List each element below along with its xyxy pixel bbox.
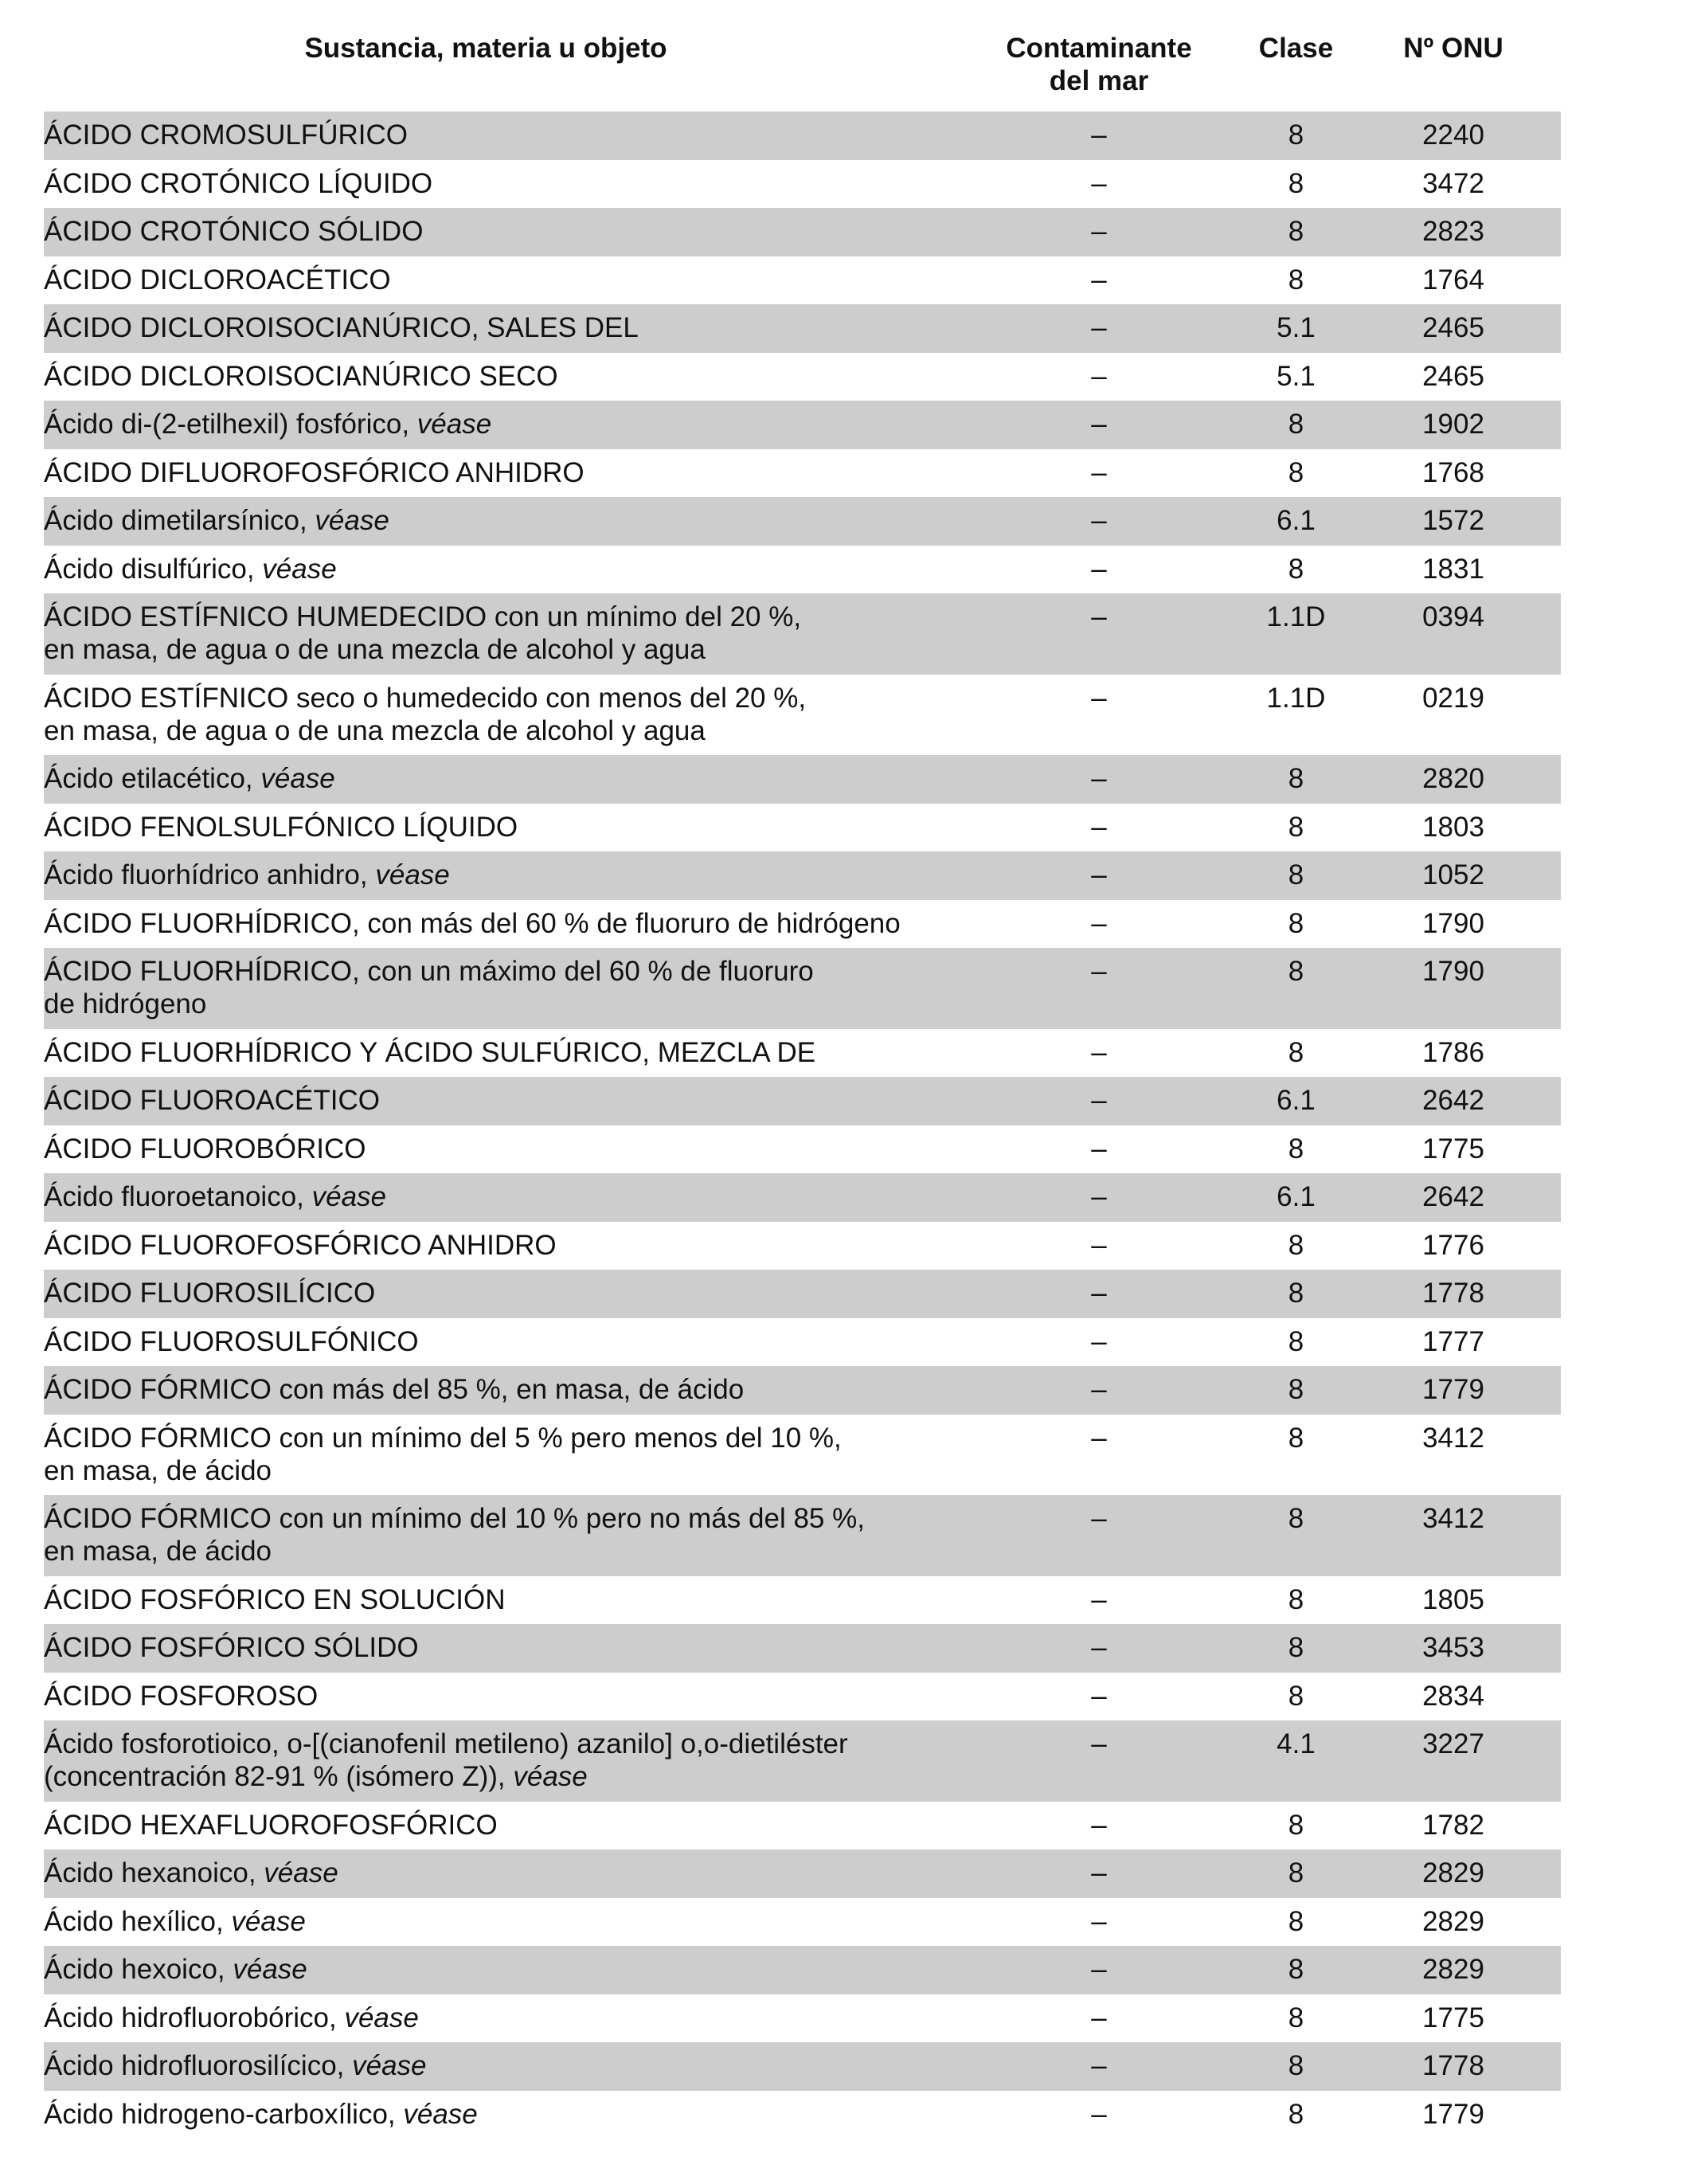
class-cell: 6.1	[1277, 505, 1316, 536]
substance-name	[44, 119, 928, 160]
un-number-cell: 3412	[1422, 1503, 1484, 1534]
substance-name-text: ÁCIDO ESTÍFNICO HUMEDECIDO con un mínimo del 20 %, en masa, de agua o de una mezcla de alcohol y agua	[44, 601, 802, 665]
class-cell: 8	[1288, 2050, 1304, 2081]
un-number-cell: 0219	[1422, 682, 1484, 714]
un-number-cell: 0394	[1422, 601, 1484, 632]
see-reference: véase	[367, 859, 450, 890]
table-row	[44, 1624, 1561, 1673]
marine-pollutant-cell: –	[1091, 360, 1107, 392]
un-number-cell: 1779	[1422, 1374, 1484, 1405]
table-row	[44, 1125, 1561, 1174]
marine-pollutant-cell: –	[1091, 456, 1107, 488]
un-number-cell: 2823	[1422, 216, 1484, 247]
marine-pollutant-cell: –	[1091, 1583, 1107, 1615]
un-number-cell: 2834	[1422, 1680, 1484, 1712]
table-row	[44, 546, 1561, 594]
class-cell: 8	[1288, 1857, 1304, 1888]
marine-pollutant-cell: –	[1091, 1857, 1107, 1888]
see-reference: véase	[344, 2050, 427, 2081]
marine-pollutant-cell: –	[1091, 1809, 1107, 1841]
marine-pollutant-cell: –	[1091, 1181, 1107, 1212]
marine-pollutant-cell: –	[1091, 312, 1107, 343]
header-class: Clase	[1258, 33, 1334, 64]
substance-name-text: Ácido fosforotioico, o-[(cianofenil metileno) azanilo] o,o-dietiléster (concentración 82-91 % (isómero Z)),	[44, 1728, 848, 1792]
class-cell: 8	[1288, 167, 1304, 199]
see-reference: véase	[505, 1761, 588, 1792]
class-cell: 4.1	[1277, 1728, 1316, 1759]
table-header	[44, 32, 1561, 112]
un-number-cell: 2465	[1422, 312, 1484, 343]
class-cell: 8	[1288, 1632, 1304, 1663]
table-body	[44, 112, 1561, 2139]
marine-pollutant-cell: –	[1091, 264, 1107, 296]
un-number-cell: 1779	[1422, 2098, 1484, 2130]
substance-name-text: ÁCIDO FENOLSULFÓNICO LÍQUIDO	[44, 811, 518, 843]
marine-pollutant-cell: –	[1091, 1325, 1107, 1357]
table-row	[44, 2091, 1561, 2139]
substance-name	[44, 1809, 928, 1850]
table-row	[44, 1077, 1561, 1125]
marine-pollutant-cell: –	[1091, 907, 1107, 939]
class-cell: 8	[1288, 1905, 1304, 1937]
substance-name-text: Ácido hexoico,	[44, 1954, 225, 1985]
substance-name	[44, 360, 928, 401]
marine-pollutant-cell: –	[1091, 1422, 1107, 1454]
marine-pollutant-cell: –	[1091, 216, 1107, 247]
substance-name	[44, 167, 928, 209]
substance-name-text: ÁCIDO CROTÓNICO SÓLIDO	[44, 216, 424, 247]
header-marine-pollutant: Contaminante del mar	[1006, 33, 1192, 96]
class-cell: 8	[1288, 1325, 1304, 1357]
class-cell: 8	[1288, 811, 1304, 843]
un-number-cell: 1052	[1422, 859, 1484, 890]
un-number-cell: 1778	[1422, 2050, 1484, 2081]
class-cell: 8	[1288, 1583, 1304, 1615]
substance-name	[44, 1583, 928, 1625]
un-number-cell: 2642	[1422, 1085, 1484, 1116]
class-cell: 1.1D	[1266, 601, 1326, 632]
substance-name	[44, 1905, 928, 1947]
table-row	[44, 1576, 1561, 1625]
substance-name	[44, 1373, 928, 1415]
substance-name-text: Ácido hexanoico,	[44, 1857, 256, 1888]
substance-name-text: ÁCIDO FLUOROACÉTICO	[44, 1085, 380, 1116]
substance-name-text: ÁCIDO FLUOROFOSFÓRICO ANHIDRO	[44, 1229, 557, 1261]
table-row	[44, 449, 1561, 498]
class-cell: 8	[1288, 2002, 1304, 2033]
un-number-cell: 1776	[1422, 1229, 1484, 1261]
un-number-cell: 1790	[1422, 956, 1484, 987]
marine-pollutant-cell: –	[1091, 2050, 1107, 2081]
substance-name-text: Ácido hexílico,	[44, 1905, 224, 1937]
un-number-cell: 1768	[1422, 456, 1484, 488]
substance-name-text: ÁCIDO ESTÍFNICO seco o humedecido con menos del 20 %, en masa, de agua o de una mezcla de alcohol y agua	[44, 682, 807, 746]
un-number-cell: 2465	[1422, 360, 1484, 392]
marine-pollutant-cell: –	[1091, 763, 1107, 794]
un-number-cell: 1805	[1422, 1583, 1484, 1615]
table-row	[44, 497, 1561, 546]
table-row	[44, 1849, 1561, 1898]
class-cell: 8	[1288, 1809, 1304, 1841]
table-row	[44, 1366, 1561, 1415]
substance-name-text: ÁCIDO FÓRMICO con un mínimo del 5 % pero menos del 10 %, en masa, de ácido	[44, 1422, 842, 1486]
substance-name	[44, 682, 928, 756]
table-row	[44, 401, 1561, 449]
class-cell: 5.1	[1277, 312, 1316, 343]
un-number-cell: 2829	[1422, 1905, 1484, 1937]
substance-name-text: ÁCIDO FOSFÓRICO EN SOLUCIÓN	[44, 1583, 506, 1615]
class-cell: 8	[1288, 1036, 1304, 1068]
marine-pollutant-cell: –	[1091, 553, 1107, 585]
substance-name	[44, 1680, 928, 1721]
marine-pollutant-cell: –	[1091, 2098, 1107, 2130]
substance-name-text: ÁCIDO FLUORHÍDRICO, con un máximo del 60 % de fluoruro de hidrógeno	[44, 956, 814, 1020]
marine-pollutant-cell: –	[1091, 119, 1107, 151]
see-reference: véase	[307, 505, 389, 536]
class-cell: 8	[1288, 2098, 1304, 2130]
table-row	[44, 208, 1561, 256]
un-number-cell: 1775	[1422, 1133, 1484, 1164]
class-cell: 8	[1288, 1374, 1304, 1405]
substance-name-text: ÁCIDO FLUOROSILÍCICO	[44, 1278, 376, 1309]
substance-name-text: ÁCIDO FLUOROSULFÓNICO	[44, 1325, 419, 1357]
substance-name-text: Ácido etilacético,	[44, 763, 253, 794]
un-number-cell: 1831	[1422, 553, 1484, 585]
substance-name	[44, 553, 928, 594]
un-number-cell: 1572	[1422, 505, 1484, 536]
substance-name	[44, 907, 928, 949]
class-cell: 1.1D	[1266, 682, 1326, 714]
class-cell: 8	[1288, 1133, 1304, 1164]
substance-name	[44, 1133, 928, 1174]
substance-name	[44, 601, 928, 675]
substance-name-text: Ácido hidrogeno-carboxílico,	[44, 2098, 396, 2130]
substance-name	[44, 408, 928, 449]
substance-name-text: ÁCIDO FOSFOROSO	[44, 1680, 319, 1712]
marine-pollutant-cell: –	[1091, 409, 1107, 440]
marine-pollutant-cell: –	[1091, 1036, 1107, 1068]
table-row	[44, 1415, 1561, 1496]
see-reference: véase	[254, 553, 337, 585]
marine-pollutant-cell: –	[1091, 167, 1107, 199]
marine-pollutant-cell: –	[1091, 505, 1107, 536]
substance-name	[44, 1857, 928, 1898]
substance-name	[44, 1631, 928, 1673]
substance-name	[44, 1036, 928, 1078]
marine-pollutant-cell: –	[1091, 1503, 1107, 1534]
un-number-cell: 1803	[1422, 811, 1484, 843]
table-row	[44, 1029, 1561, 1078]
un-number-cell: 2829	[1422, 1954, 1484, 1985]
un-number-cell: 3472	[1422, 167, 1484, 199]
table-row	[44, 593, 1561, 675]
table-row	[44, 900, 1561, 949]
table-row	[44, 1495, 1561, 1576]
class-cell: 8	[1288, 1229, 1304, 1261]
table-row	[44, 1994, 1561, 2043]
class-cell: 8	[1288, 119, 1304, 151]
substance-name	[44, 1325, 928, 1367]
substance-name	[44, 811, 928, 852]
marine-pollutant-cell: –	[1091, 1278, 1107, 1309]
un-number-cell: 3227	[1422, 1728, 1484, 1759]
substance-name-text: Ácido dimetilarsínico,	[44, 505, 307, 536]
table-row	[44, 160, 1561, 209]
substance-name-text: Ácido disulfúrico,	[44, 553, 255, 585]
substance-name	[44, 1277, 928, 1318]
un-number-cell: 3453	[1422, 1632, 1484, 1663]
substance-name-text: ÁCIDO FLUORHÍDRICO, con más del 60 % de fluoruro de hidrógeno	[44, 907, 901, 939]
table-row	[44, 755, 1561, 804]
substance-name	[44, 504, 928, 546]
marine-pollutant-cell: –	[1091, 1680, 1107, 1712]
see-reference: véase	[395, 2098, 478, 2130]
substance-name	[44, 1422, 928, 1496]
marine-pollutant-cell: –	[1091, 1905, 1107, 1937]
table-row	[44, 1173, 1561, 1222]
see-reference: véase	[223, 1905, 306, 1937]
substance-name-text: Ácido hidrofluorobórico,	[44, 2002, 337, 2033]
marine-pollutant-cell: –	[1091, 1728, 1107, 1759]
substance-name	[44, 1229, 928, 1270]
class-cell: 8	[1288, 763, 1304, 794]
class-cell: 8	[1288, 1680, 1304, 1712]
substance-name	[44, 859, 928, 900]
substance-name-text: ÁCIDO DICLOROISOCIANÚRICO, SALES DEL	[44, 312, 639, 343]
class-cell: 8	[1288, 907, 1304, 939]
substance-name-text: ÁCIDO DIFLUOROFOSFÓRICO ANHIDRO	[44, 456, 585, 488]
marine-pollutant-cell: –	[1091, 1954, 1107, 1985]
marine-pollutant-cell: –	[1091, 811, 1107, 843]
table-row	[44, 112, 1561, 160]
table-row	[44, 1898, 1561, 1947]
table-row	[44, 675, 1561, 756]
substance-name	[44, 2002, 928, 2043]
substance-name	[44, 1728, 928, 1802]
class-cell: 8	[1288, 956, 1304, 987]
see-reference: véase	[409, 409, 492, 440]
substance-name	[44, 2098, 928, 2139]
class-cell: 8	[1288, 859, 1304, 890]
substance-name-text: ÁCIDO DICLOROACÉTICO	[44, 264, 391, 296]
class-cell: 5.1	[1277, 360, 1316, 392]
table-row	[44, 304, 1561, 353]
marine-pollutant-cell: –	[1091, 1229, 1107, 1261]
substance-name	[44, 1502, 928, 1576]
class-cell: 8	[1288, 1954, 1304, 1985]
substance-name	[44, 215, 928, 256]
class-cell: 8	[1288, 1278, 1304, 1309]
table-row	[44, 1270, 1561, 1318]
substance-name	[44, 311, 928, 353]
substance-name	[44, 1084, 928, 1125]
un-number-cell: 1775	[1422, 2002, 1484, 2033]
un-number-cell: 3412	[1422, 1422, 1484, 1454]
table-row	[44, 353, 1561, 401]
marine-pollutant-cell: –	[1091, 859, 1107, 890]
un-number-cell: 1777	[1422, 1325, 1484, 1357]
un-number-cell: 1790	[1422, 907, 1484, 939]
table-row	[44, 1802, 1561, 1850]
see-reference: véase	[225, 1954, 307, 1985]
table-row	[44, 1673, 1561, 1721]
un-number-cell: 1786	[1422, 1036, 1484, 1068]
substance-name-text: ÁCIDO CROMOSULFÚRICO	[44, 119, 408, 151]
substance-name	[44, 955, 928, 1029]
substance-name-text: Ácido hidrofluorosilícico,	[44, 2050, 345, 2081]
header-substance: Sustancia, materia u objeto	[304, 33, 667, 64]
see-reference: véase	[336, 2002, 419, 2033]
marine-pollutant-cell: –	[1091, 1133, 1107, 1164]
substance-table	[44, 32, 1561, 2139]
table-row	[44, 1720, 1561, 1802]
substance-name-text: ÁCIDO HEXAFLUOROFOSFÓRICO	[44, 1809, 498, 1841]
class-cell: 6.1	[1277, 1085, 1316, 1116]
substance-name-text: ÁCIDO FÓRMICO con más del 85 %, en masa, de ácido	[44, 1374, 745, 1405]
substance-name-text: ÁCIDO FOSFÓRICO SÓLIDO	[44, 1632, 419, 1663]
substance-name-text: ÁCIDO FLUORHÍDRICO Y ÁCIDO SULFÚRICO, MEZCLA DE	[44, 1036, 816, 1068]
see-reference: véase	[252, 763, 335, 794]
un-number-cell: 1902	[1422, 409, 1484, 440]
un-number-cell: 1764	[1422, 264, 1484, 296]
un-number-cell: 1782	[1422, 1809, 1484, 1841]
marine-pollutant-cell: –	[1091, 1374, 1107, 1405]
substance-name	[44, 456, 928, 498]
substance-name-text: ÁCIDO CROTÓNICO LÍQUIDO	[44, 167, 433, 199]
class-cell: 8	[1288, 216, 1304, 247]
table-row	[44, 948, 1561, 1029]
table-row	[44, 1946, 1561, 1994]
substance-name-text: Ácido fluorhídrico anhidro,	[44, 859, 368, 890]
table-row	[44, 1318, 1561, 1367]
table-row	[44, 256, 1561, 305]
un-number-cell: 2240	[1422, 119, 1484, 151]
table-row	[44, 851, 1561, 900]
marine-pollutant-cell: –	[1091, 2002, 1107, 2033]
class-cell: 8	[1288, 264, 1304, 296]
substance-name-text: ÁCIDO FLUOROBÓRICO	[44, 1133, 366, 1164]
un-number-cell: 1778	[1422, 1278, 1484, 1309]
substance-name-text: ÁCIDO DICLOROISOCIANÚRICO SECO	[44, 360, 558, 392]
see-reference: véase	[303, 1181, 387, 1212]
header-un-number: Nº ONU	[1403, 33, 1503, 64]
class-cell: 8	[1288, 1422, 1304, 1454]
table-row	[44, 2042, 1561, 2091]
substance-name	[44, 1953, 928, 1994]
see-reference: véase	[256, 1857, 338, 1888]
marine-pollutant-cell: –	[1091, 1632, 1107, 1663]
marine-pollutant-cell: –	[1091, 682, 1107, 714]
substance-name-text: ÁCIDO FÓRMICO con un mínimo del 10 % pero no más del 85 %, en masa, de ácido	[44, 1503, 865, 1567]
class-cell: 8	[1288, 409, 1304, 440]
table-row	[44, 1222, 1561, 1270]
class-cell: 8	[1288, 456, 1304, 488]
marine-pollutant-cell: –	[1091, 956, 1107, 987]
un-number-cell: 2820	[1422, 763, 1484, 794]
class-cell: 8	[1288, 1503, 1304, 1534]
table-row	[44, 804, 1561, 852]
substance-name	[44, 264, 928, 305]
substance-name	[44, 1180, 928, 1222]
un-number-cell: 2829	[1422, 1857, 1484, 1888]
marine-pollutant-cell: –	[1091, 1085, 1107, 1116]
substance-name-text: Ácido di-(2-etilhexil) fosfórico,	[44, 409, 410, 440]
substance-name-text: Ácido fluoroetanoico,	[44, 1181, 304, 1212]
substance-name	[44, 2049, 928, 2091]
class-cell: 6.1	[1277, 1181, 1316, 1212]
un-number-cell: 2642	[1422, 1181, 1484, 1212]
class-cell: 8	[1288, 553, 1304, 585]
marine-pollutant-cell: –	[1091, 601, 1107, 632]
substance-name	[44, 762, 928, 804]
